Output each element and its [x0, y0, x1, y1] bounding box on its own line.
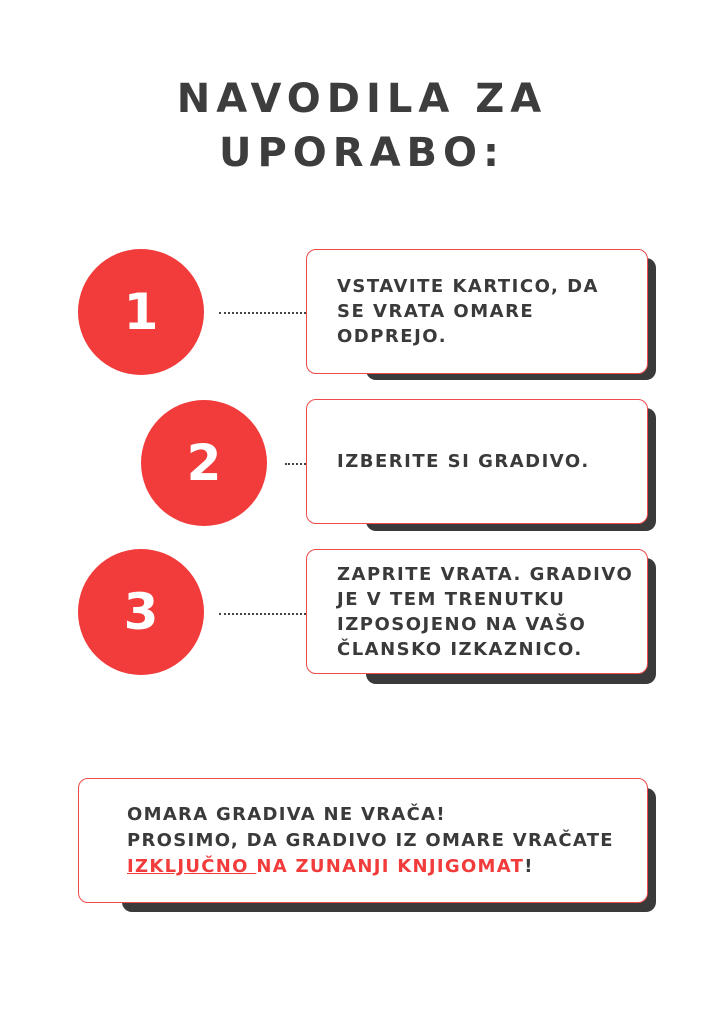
- notice-line-3: [127, 854, 614, 880]
- step-2-number-badge: 2: [141, 400, 267, 526]
- step-3-line: JE V TEM TRENUTKU: [337, 588, 566, 610]
- notice-line-2: PROSIMO, DA GRADIVO IZ OMARE VRAČATE: [127, 829, 614, 851]
- notice-emphasis: IZKLJUČNO: [127, 855, 257, 877]
- step-1-number-badge: 1: [78, 249, 204, 375]
- notice-line-1: OMARA GRADIVA NE VRAČA!: [127, 803, 446, 825]
- step-1-card: [306, 249, 648, 374]
- title-line-1: NAVODILA ZA: [176, 76, 548, 122]
- notice-text: [79, 802, 614, 880]
- step-2-line: IZBERITE SI GRADIVO.: [337, 451, 590, 472]
- step-3-connector: [219, 613, 306, 615]
- step-2-connector: [285, 463, 306, 465]
- step-3-line: ZAPRITE VRATA. GRADIVO: [337, 563, 634, 585]
- notice-highlight: NA ZUNANJI KNJIGOMAT: [256, 855, 525, 877]
- step-1-line: ODPREJO.: [337, 326, 448, 347]
- step-2-card: [306, 399, 648, 524]
- step-1-text: [307, 274, 613, 349]
- step-1-line: SE VRATA OMARE: [337, 301, 535, 322]
- step-3-line: IZPOSOJENO NA VAŠO: [337, 613, 587, 635]
- notice-end: !: [524, 855, 534, 877]
- step-3-number-badge: 3: [78, 549, 204, 675]
- step-3-line: ČLANSKO IZKAZNICO.: [337, 638, 583, 660]
- step-3-card: [306, 549, 648, 674]
- step-1-line: VSTAVITE KARTICO, DA: [337, 276, 599, 297]
- title-line-2: UPORABO:: [218, 130, 506, 176]
- notice-card: [78, 778, 648, 903]
- page-title: [0, 72, 724, 180]
- step-3-text: [307, 562, 647, 662]
- step-1-connector: [219, 312, 306, 314]
- step-2-text: [307, 449, 604, 474]
